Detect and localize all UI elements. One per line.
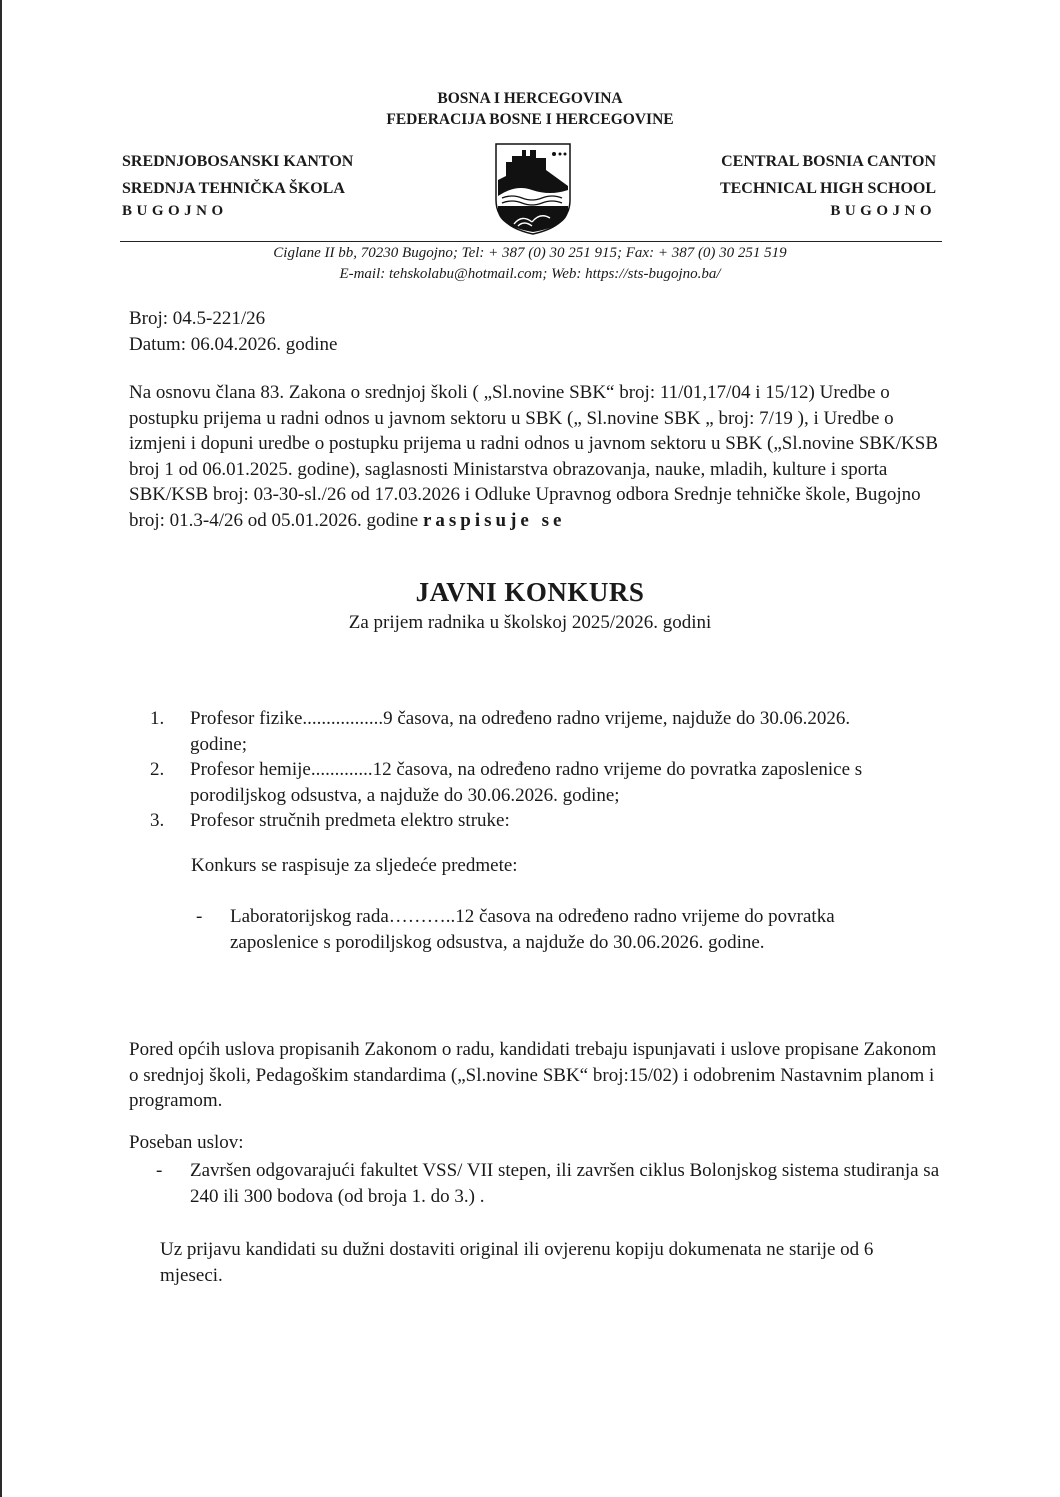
federation-name: FEDERACIJA BOSNE I HERCEGOVINE: [386, 111, 674, 128]
school-coat-of-arms-icon: [492, 140, 574, 236]
header-right-block: [720, 148, 936, 220]
list-item: [150, 808, 870, 834]
reference-number: Broj: 04.5-221/26: [129, 308, 266, 329]
country-name: BOSNA I HERCEGOVINA: [437, 90, 623, 107]
list-item-text: Profesor hemije.............12 časova, na određeno radno vrijeme do povratka zaposlenice s porodiljskog odsustva, a najduže do 30.06.2026. godine;: [190, 759, 863, 806]
city-name-local: BUGOJNO: [122, 203, 228, 219]
document-references: [129, 306, 337, 358]
document-subtitle: Za prijem radnika u školskoj 2025/2026. godini: [348, 612, 712, 633]
special-condition-text: Završen odgovarajući fakultet VSS/ VII stepen, ili završen ciklus Bolonjskog sistema studiranja sa 240 ili 300 bodova (od broja 1. do 3.) .: [190, 1160, 940, 1207]
legal-basis-text: Na osnovu člana 83. Zakona o srednjoj školi ( „Sl.novine SBK“ broj: 11/01,17/04 i 15/12) Uredbe o postupku prijema u radni odnos u javnom sektoru u SBK („ Sl.novine SBK „ broj: 7/19 ), i Uredbe o izmjeni i dopuni uredbe o postupku prijema u radni odnos u javnom sektoru u SBK („Sl.novine SBK/KSB broj 1 od 06.01.2025. godine), saglasnosti Ministarstva obrazovanja, nauke, mladih, kulture i sporta SBK/KSB broj: 03-30-sl./26 od 17.03.2026 i Odluke Upravnog odbora Srednje tehničke škole, Bugojno broj: 01.3-4/26 od 05.01.2026. godine: [129, 382, 939, 531]
document-header: [0, 88, 1060, 130]
list-item: [150, 706, 870, 757]
page-edge-line: [0, 0, 2, 1497]
list-dash: -: [156, 1160, 163, 1181]
subjects-intro: Konkurs se raspisuje za sljedeće predmete:: [191, 855, 518, 876]
city-name-english: BUGOJNO: [830, 203, 936, 219]
special-condition-item: [156, 1158, 946, 1209]
school-name-local: SREDNJA TEHNIČKA ŠKOLA: [122, 180, 345, 197]
special-condition-label: Poseban uslov:: [129, 1132, 244, 1153]
canton-name-english: CENTRAL BOSNIA CANTON: [721, 153, 936, 170]
canton-name-local: SREDNJOBOSANSKI KANTON: [122, 153, 354, 170]
header-left-block: [122, 148, 353, 220]
list-item-text: Profesor fizike.................9 časova, na određeno radno vrijeme, najduže do 30.06.2026. godine;: [190, 708, 851, 755]
contact-address-phone: Ciglane II bb, 70230 Bugojno; Tel: + 387 (0) 30 251 915; Fax: + 387 (0) 30 251 519: [273, 245, 787, 261]
contact-info: [0, 243, 1060, 285]
contact-email-web: E-mail: tehskolabu@hotmail.com; Web: https://sts-bugojno.ba/: [339, 266, 721, 282]
list-item-number: 1.: [150, 708, 165, 729]
document-title: JAVNI KONKURS: [415, 577, 645, 607]
list-item: [150, 757, 870, 808]
school-name-english: TECHNICAL HIGH SCHOOL: [719, 180, 936, 197]
subject-item: [196, 904, 896, 955]
positions-list: [150, 706, 870, 834]
list-item-number: 3.: [150, 810, 165, 831]
list-item-text: Profesor stručnih predmeta elektro struke:: [190, 810, 510, 831]
list-item-number: 2.: [150, 759, 165, 780]
list-dash: -: [196, 906, 203, 927]
documents-requirement-paragraph: Uz prijavu kandidati su dužni dostaviti original ili ovjerenu kopiju dokumenata ne starije od 6 mjeseci.: [160, 1239, 874, 1286]
document-date: Datum: 06.04.2026. godine: [129, 334, 338, 355]
announcement-emphasis: raspisuje se: [422, 509, 566, 531]
subject-item-text: Laboratorijskog rada………..12 časova na određeno radno vrijeme do povratka zaposlenice s porodiljskog odsustva, a najduže do 30.06.2026. godine.: [230, 906, 835, 953]
header-divider: [120, 241, 942, 242]
legal-basis-paragraph: [129, 380, 949, 533]
general-conditions-paragraph: Pored općih uslova propisanih Zakonom o radu, kandidati trebaju ispunjavati i uslove propisane Zakonom o srednjoj školi, Pedagoškim standardima („Sl.novine SBK“ broj:15/02) i odobrenim Nastavnim planom i programom.: [129, 1039, 937, 1111]
